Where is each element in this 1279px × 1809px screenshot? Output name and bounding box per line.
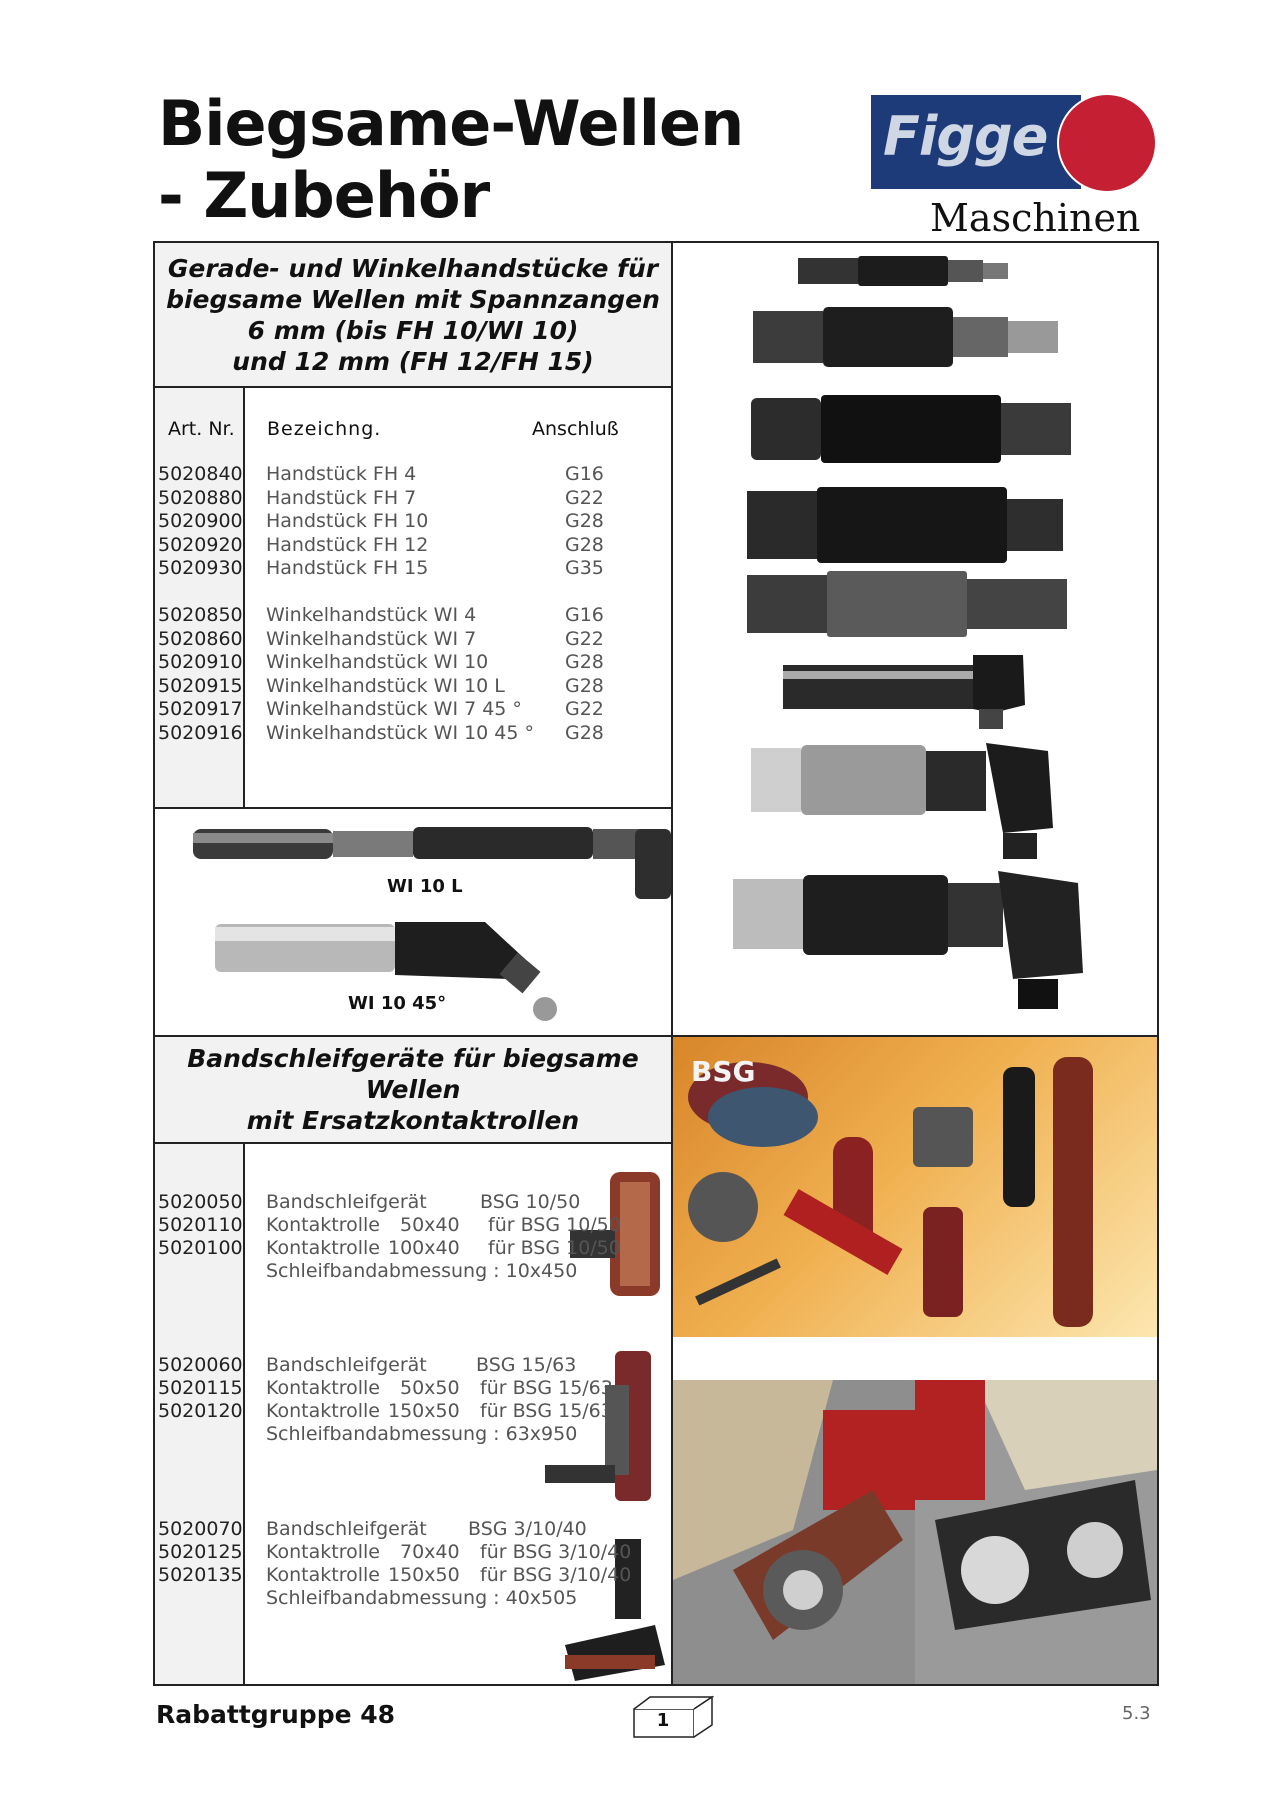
title-line-1: Biegsame-Wellen <box>158 87 744 160</box>
for-model: für BSG 15/63 <box>480 1400 613 1422</box>
section2-heading <box>155 1037 671 1142</box>
art-number: 5020120 <box>158 1400 243 1422</box>
for-model: BSG 15/63 <box>476 1354 577 1376</box>
photo-handpieces-column <box>673 243 1157 1035</box>
section2-heading-line: Bandschleifgeräte für biegsame <box>187 1044 639 1073</box>
art-number: 5020880 <box>158 487 243 509</box>
art-number: 5020100 <box>158 1237 243 1259</box>
art-number: 5020850 <box>158 604 243 626</box>
connection: G28 <box>565 510 604 532</box>
for-model: BSG 10/50 <box>480 1191 581 1213</box>
connection: G22 <box>565 487 604 509</box>
photo-angle-handpieces <box>155 809 671 1035</box>
description: Winkelhandstück WI 7 45 ° <box>266 698 522 720</box>
size: 50x40 <box>400 1214 460 1236</box>
photo-label-wi1045: WI 10 45° <box>348 993 447 1014</box>
photo-bsg-product-collage <box>673 1037 1157 1337</box>
art-number: 5020900 <box>158 510 243 532</box>
column-header-art: Art. Nr. <box>168 418 235 440</box>
section1-heading-line: biegsame Wellen mit Spannzangen <box>166 284 660 314</box>
page-number: 5.3 <box>1122 1703 1151 1724</box>
section2-heading-line: Wellen <box>365 1075 461 1104</box>
for-model: BSG 3/10/40 <box>468 1518 587 1540</box>
photo-label-bsg: BSG <box>691 1055 756 1088</box>
description: Bandschleifgerät <box>266 1518 427 1540</box>
description: Bandschleifgerät <box>266 1191 427 1213</box>
art-number: 5020930 <box>158 557 243 579</box>
connection: G16 <box>565 463 604 485</box>
description: Schleifbandabmessung : 40x505 <box>266 1587 578 1609</box>
description: Kontaktrolle <box>266 1564 380 1586</box>
size: 70x40 <box>400 1541 460 1563</box>
photo-label-wi10l: WI 10 L <box>387 876 463 897</box>
section2-heading-line: mit Ersatzkontaktrollen <box>246 1106 580 1135</box>
for-model: für BSG 3/10/40 <box>480 1564 632 1586</box>
page-title <box>158 88 743 232</box>
connection: G28 <box>565 722 604 744</box>
description: Handstück FH 4 <box>266 463 417 485</box>
description: Winkelhandstück WI 10 <box>266 651 489 673</box>
description: Winkelhandstück WI 10 45 ° <box>266 722 535 744</box>
size: 150x50 <box>388 1400 460 1422</box>
art-number: 5020125 <box>158 1541 243 1563</box>
art-number: 5020115 <box>158 1377 243 1399</box>
photo-bsg-in-use-1 <box>673 1380 915 1684</box>
description: Kontaktrolle <box>266 1541 380 1563</box>
logo-text: Figge <box>883 105 1048 168</box>
figge-logo <box>871 93 1157 193</box>
title-line-2: - Zubehör <box>158 159 490 232</box>
connection: G22 <box>565 698 604 720</box>
description: Schleifbandabmessung : 10x450 <box>266 1260 578 1282</box>
art-number: 5020060 <box>158 1354 243 1376</box>
art-number: 5020050 <box>158 1191 243 1213</box>
description: Kontaktrolle <box>266 1400 380 1422</box>
section1-heading-line: Gerade- und Winkelhandstücke für <box>167 253 659 283</box>
description: Kontaktrolle <box>266 1237 380 1259</box>
size: 100x40 <box>388 1237 460 1259</box>
description: Winkelhandstück WI 10 L <box>266 675 505 697</box>
for-model: für BSG 15/63 <box>480 1377 613 1399</box>
art-number: 5020070 <box>158 1518 243 1540</box>
discount-group: Rabattgruppe 48 <box>156 1700 396 1729</box>
connection: G28 <box>565 534 604 556</box>
size: 150x50 <box>388 1564 460 1586</box>
section1-heading-line: 6 mm (bis FH 10/WI 10) <box>247 315 579 345</box>
section1-heading <box>155 243 671 386</box>
art-column-divider-2 <box>243 1144 245 1684</box>
connection: G35 <box>565 557 604 579</box>
handpieces-drawing <box>673 243 1157 1035</box>
art-number: 5020910 <box>158 651 243 673</box>
connection: G16 <box>565 604 604 626</box>
description: Handstück FH 10 <box>266 510 429 532</box>
art-number: 5020840 <box>158 463 243 485</box>
for-model: für BSG 10/50 <box>488 1237 621 1259</box>
for-model: für BSG 10/50 <box>488 1214 621 1236</box>
connection: G22 <box>565 628 604 650</box>
column-header-conn: Anschluß <box>532 418 619 440</box>
connection: G28 <box>565 675 604 697</box>
art-number: 5020916 <box>158 722 243 744</box>
logo-red-circle <box>1057 93 1157 193</box>
size: 50x50 <box>400 1377 460 1399</box>
art-number: 5020135 <box>158 1564 243 1586</box>
section1-heading-line: und 12 mm (FH 12/FH 15) <box>232 346 594 376</box>
description: Schleifbandabmessung : 63x950 <box>266 1423 578 1445</box>
description: Handstück FH 7 <box>266 487 417 509</box>
description: Kontaktrolle <box>266 1214 380 1236</box>
description: Handstück FH 12 <box>266 534 429 556</box>
description: Handstück FH 15 <box>266 557 429 579</box>
art-column-divider <box>243 388 245 807</box>
art-number: 5020110 <box>158 1214 243 1236</box>
box-number: 1 <box>656 1710 670 1731</box>
for-model: für BSG 3/10/40 <box>480 1541 632 1563</box>
bsg-in-use-2-drawing <box>915 1380 1157 1684</box>
description: Kontaktrolle <box>266 1377 380 1399</box>
logo-subtitle: Maschinen <box>930 196 1141 240</box>
description: Winkelhandstück WI 7 <box>266 628 477 650</box>
column-header-desc: Bezeichng. <box>267 418 382 440</box>
art-number: 5020860 <box>158 628 243 650</box>
description: Bandschleifgerät <box>266 1354 427 1376</box>
art-number: 5020917 <box>158 698 243 720</box>
bsg-in-use-1-drawing <box>673 1380 915 1684</box>
description: Winkelhandstück WI 4 <box>266 604 477 626</box>
connection: G28 <box>565 651 604 673</box>
photo-bsg-in-use-2 <box>915 1380 1157 1684</box>
art-number: 5020915 <box>158 675 243 697</box>
art-number: 5020920 <box>158 534 243 556</box>
